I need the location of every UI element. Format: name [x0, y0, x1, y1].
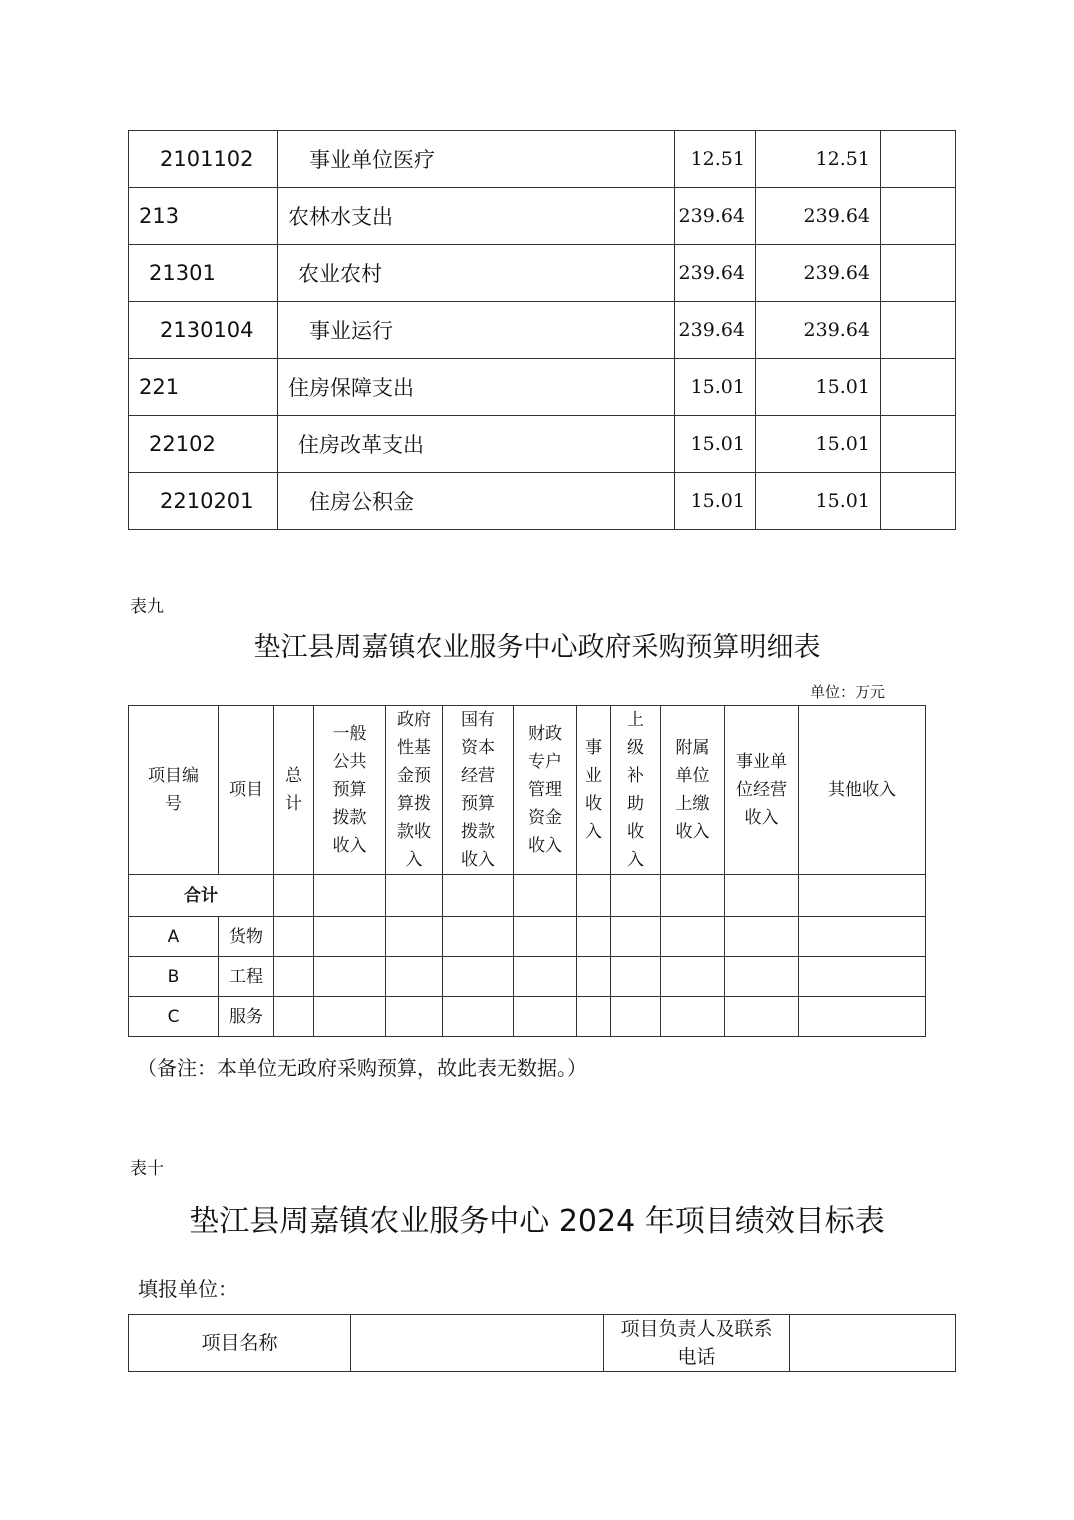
- total-amount: 239.64: [675, 188, 756, 245]
- empty-cell: [611, 917, 661, 957]
- empty-cell: [443, 917, 514, 957]
- basic-amount: 15.01: [756, 359, 881, 416]
- table9-title: 垫江县周嘉镇农业服务中心政府采购预算明细表: [253, 632, 821, 663]
- basic-amount: 239.64: [756, 245, 881, 302]
- subject-code: 21301: [129, 245, 278, 302]
- project-amount: [881, 131, 956, 188]
- total-amount: 15.01: [675, 473, 756, 530]
- header-cell: 事业单 位经营 收入: [725, 706, 799, 875]
- procurement-note: （备注：本单位无政府采购预算，故此表无数据。）: [137, 1056, 587, 1080]
- empty-cell: [386, 997, 443, 1037]
- header-cell: 附属 单位 上缴 收入: [661, 706, 725, 875]
- item-code: A: [129, 917, 219, 957]
- empty-cell: [314, 957, 386, 997]
- project-amount: [881, 188, 956, 245]
- expenditure-row: [129, 131, 956, 188]
- expenditure-row: [129, 188, 956, 245]
- expenditure-row: [129, 473, 956, 530]
- expenditure-table: [128, 130, 956, 530]
- empty-cell: [443, 957, 514, 997]
- subject-name: 住房保障支出: [278, 359, 675, 416]
- empty-cell: [443, 997, 514, 1037]
- fill-unit-label: 填报单位：: [138, 1277, 238, 1301]
- procurement-header-row: [129, 706, 926, 875]
- empty-cell: [577, 997, 611, 1037]
- empty-cell: [577, 917, 611, 957]
- subject-code: 22102: [129, 416, 278, 473]
- empty-cell: [661, 957, 725, 997]
- empty-cell: [611, 957, 661, 997]
- project-name-label: 项目名称: [129, 1315, 351, 1372]
- empty-cell: [661, 997, 725, 1037]
- procurement-row: [129, 997, 926, 1037]
- basic-amount: 15.01: [756, 473, 881, 530]
- header-cell: 财政 专户 管理 资金 收入: [514, 706, 577, 875]
- expenditure-row: [129, 302, 956, 359]
- empty-cell: [611, 997, 661, 1037]
- expenditure-row: [129, 245, 956, 302]
- basic-amount: 15.01: [756, 416, 881, 473]
- subject-code: 213: [129, 188, 278, 245]
- header-cell: 一般 公共 预算 拨款 收入: [314, 706, 386, 875]
- table10-title: 垫江县周嘉镇农业服务中心 2024 年项目绩效目标表: [189, 1204, 885, 1239]
- project-name-value: [351, 1315, 604, 1372]
- table10-label: 表十: [130, 1159, 164, 1179]
- header-cell: 项目编 号: [129, 706, 219, 875]
- empty-cell: [725, 997, 799, 1037]
- unit-label: 单位：万元: [810, 683, 886, 701]
- subject-code: 2210201: [129, 473, 278, 530]
- subject-code: 221: [129, 359, 278, 416]
- expenditure-row: [129, 416, 956, 473]
- item-code: C: [129, 997, 219, 1037]
- total-amount: 15.01: [675, 359, 756, 416]
- contact-value: [790, 1315, 956, 1372]
- total-amount: 239.64: [675, 245, 756, 302]
- basic-amount: 239.64: [756, 302, 881, 359]
- subject-name: 住房改革支出: [278, 416, 675, 473]
- empty-cell: [514, 997, 577, 1037]
- empty-cell: [274, 997, 314, 1037]
- empty-cell: [514, 957, 577, 997]
- empty-cell: [799, 997, 926, 1037]
- total-label: 合计: [129, 875, 274, 917]
- basic-amount: 239.64: [756, 188, 881, 245]
- project-amount: [881, 473, 956, 530]
- subject-code: 2130104: [129, 302, 278, 359]
- table9-label: 表九: [130, 597, 164, 617]
- subject-name: 事业单位医疗: [278, 131, 675, 188]
- header-cell: 国有 资本 经营 预算 拨款 收入: [443, 706, 514, 875]
- project-amount: [881, 245, 956, 302]
- subject-name: 农林水支出: [278, 188, 675, 245]
- empty-cell: [799, 957, 926, 997]
- empty-cell: [274, 917, 314, 957]
- procurement-total-row: [129, 875, 926, 917]
- header-cell: 项目: [219, 706, 274, 875]
- procurement-row: [129, 917, 926, 957]
- total-amount: 15.01: [675, 416, 756, 473]
- item-name: 工程: [219, 957, 274, 997]
- empty-cell: [314, 917, 386, 957]
- expenditure-row: [129, 359, 956, 416]
- subject-name: 住房公积金: [278, 473, 675, 530]
- header-cell: 事 业 收 入: [577, 706, 611, 875]
- subject-name: 农业农村: [278, 245, 675, 302]
- performance-table: [128, 1314, 956, 1372]
- item-code: B: [129, 957, 219, 997]
- empty-cell: [514, 917, 577, 957]
- empty-cell: [725, 957, 799, 997]
- procurement-table: [128, 705, 926, 1037]
- header-cell: 总 计: [274, 706, 314, 875]
- empty-cell: [799, 917, 926, 957]
- subject-name: 事业运行: [278, 302, 675, 359]
- empty-cell: [386, 957, 443, 997]
- item-name: 服务: [219, 997, 274, 1037]
- empty-cell: [661, 917, 725, 957]
- empty-cell: [725, 917, 799, 957]
- empty-cell: [577, 957, 611, 997]
- total-amount: 239.64: [675, 302, 756, 359]
- empty-cell: [274, 957, 314, 997]
- header-cell: 上 级 补 助 收 入: [611, 706, 661, 875]
- empty-cell: [314, 997, 386, 1037]
- item-name: 货物: [219, 917, 274, 957]
- basic-amount: 12.51: [756, 131, 881, 188]
- total-amount: 12.51: [675, 131, 756, 188]
- empty-cell: [386, 917, 443, 957]
- procurement-row: [129, 957, 926, 997]
- project-amount: [881, 302, 956, 359]
- header-cell: 政府 性基 金预 算拨 款收 入: [386, 706, 443, 875]
- contact-label-text: 项目负责人及联系 电话: [620, 1318, 773, 1368]
- contact-label: [604, 1315, 790, 1372]
- project-amount: [881, 416, 956, 473]
- subject-code: 2101102: [129, 131, 278, 188]
- header-cell: 其他收入: [799, 706, 926, 875]
- project-amount: [881, 359, 956, 416]
